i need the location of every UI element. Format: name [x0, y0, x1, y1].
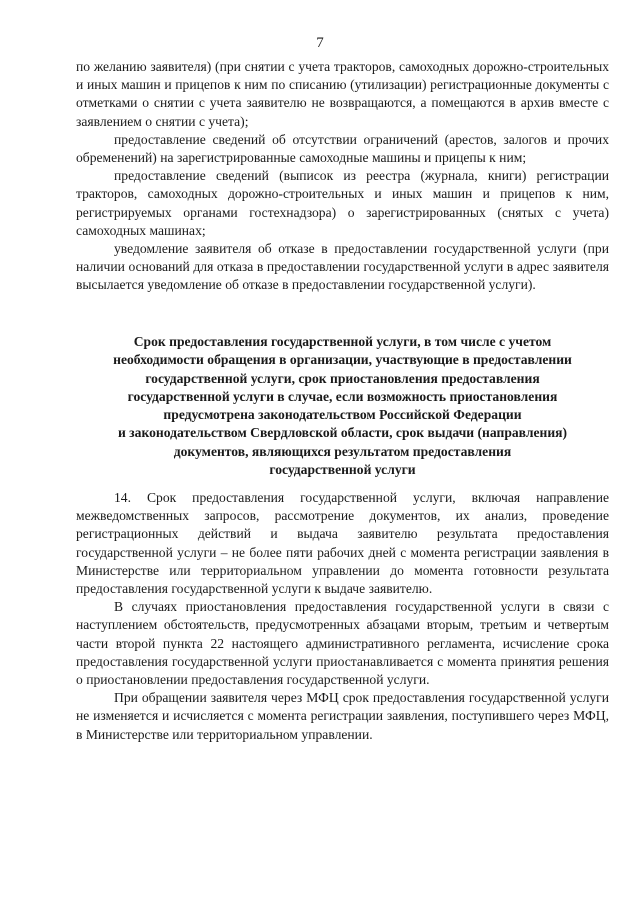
heading-line: Срок предоставления государственной услуги, в том числе с учетом: [133, 334, 552, 349]
heading-line: документов, являющихся результатом предоставления: [173, 443, 512, 459]
result-options-block: [76, 58, 609, 295]
paragraph-registry-extracts: предоставление сведений (выписок из реестра (журнала, книги) регистрации тракторов, самоходных дорожно-строительных и иных машин и прицепов к ним, регистрируемых органами гостехнадзора) о зарегистрированных (снятых с учета) самоходных машинах;: [76, 168, 609, 238]
heading-line: государственной услуги: [269, 462, 416, 478]
paragraph-mfc: При обращении заявителя через МФЦ срок предоставления государственной услуги не изменяется и исчисляется с момента регистрации заявления, поступившего через МФЦ, в Министерстве или территориальном управлении.: [76, 690, 609, 742]
deadline-block: [76, 489, 609, 744]
heading-line: государственной услуги, срок приостановления предоставления: [145, 370, 540, 386]
heading-line: необходимости обращения в организации, участвующие в предоставлении: [113, 352, 572, 368]
paragraph-item-14: 14. Срок предоставления государственной услуги, включая направление межведомственных запросов, рассмотрение документов, их анализ, проведение регистрационных действий и выдача заявителю результата предоставления государственной услуги – не более пяти рабочих дней с момента регистрации заявления в Министерстве или территориальном управлении до момента готовности результата предоставления государственной услуги к выдаче заявителю.: [76, 490, 609, 597]
heading-line: предусмотрена законодательством Российской Федерации: [163, 407, 522, 423]
heading-line: и законодательством Свердловской области, срок выдачи (направления): [117, 425, 568, 441]
paragraph-refusal-notice: уведомление заявителя об отказе в предоставлении государственной услуги (при наличии оснований для отказа в предоставлении государственной услуги в адрес заявителя высылается уведомление об отказе в предоставлении государственной услуги).: [76, 241, 609, 293]
paragraph-no-encumbrances-info: предоставление сведений об отсутствии ограничений (арестов, залогов и прочих обременений) на зарегистрированные самоходные машины и прицепы к ним;: [76, 131, 609, 166]
paragraph-continuation: по желанию заявителя) (при снятии с учета тракторов, самоходных дорожно-строительных и иных машин и прицепов к ним по списанию (утилизации) регистрационные документы с отметками о снятии с учета заявителю не возвращаются, а помещаются в архив вместе с заявлением о снятии с учета);: [76, 59, 609, 129]
page-number: 7: [316, 35, 324, 51]
section-heading: [80, 333, 605, 479]
heading-line: государственной услуги в случае, если возможность приостановления: [127, 388, 558, 404]
paragraph-suspension: В случаях приостановления предоставления государственной услуги в связи с наступлением обстоятельств, предусмотренных абзацами вторым, третьим и четвертым части второй пункта 22 настоящего административного регламента, исчисление срока предоставления государственной услуги приостанавливается с момента принятия решения о приостановлении предоставления государственной услуги.: [76, 599, 609, 688]
